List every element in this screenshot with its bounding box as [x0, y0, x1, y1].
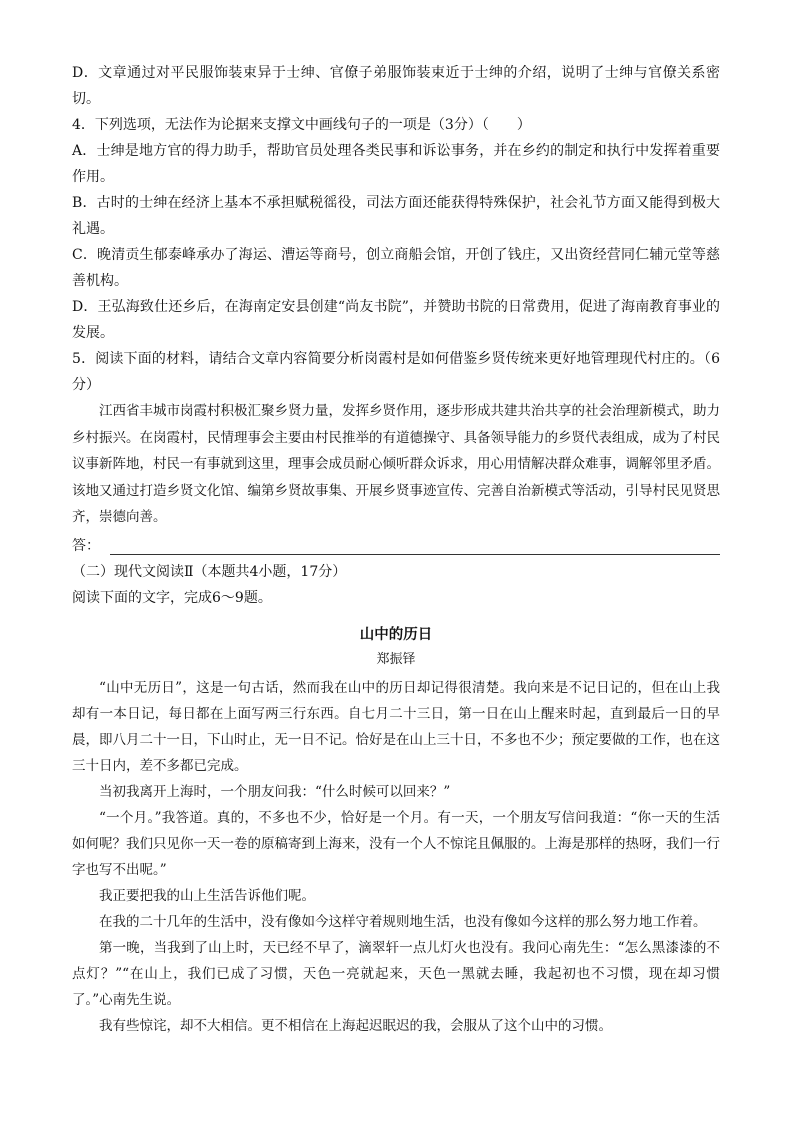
- answer-line[interactable]: [110, 538, 720, 555]
- story-paragraph: 在我的二十几年的生活中，没有像如今这样守着规则地生活，也没有像如今这样的那么努力地工作着。: [99, 913, 707, 930]
- story-paragraph: “山中无历日”，这是一句古话，然而我在山中的历日却记得很清楚。我向来是不记日记的，但在山上我却有一本日记，每日都在上面写两三行东西。自七月二十三日，第一日在山上醒来时起，直到最后一日的早晨，即八月二十一日，下山时止，无一日不记。恰好是在山上三十日，不多也不少；预定要做的工作，也在这三十日内，差不多都已完成。: [72, 679, 720, 774]
- story-paragraph: 当初我离开上海时，一个朋友问我：“什么时候可以回来？”: [99, 783, 451, 800]
- q4-option-c: C．晚清贡生郁泰峰承办了海运、漕运等商号，创立商船会馆，开创了钱庄，又出资经营同仁辅元堂等慈善机构。: [72, 247, 720, 289]
- story-author: 郑振铎: [376, 651, 416, 667]
- q4-option-d: D．王弘海致仕还乡后，在海南定安县创建“尚友书院”，并赞助书院的日常费用，促进了海南教育事业的发展。: [72, 299, 720, 341]
- q4-option-b: B．古时的士绅在经济上基本不承担赋税徭役，司法方面还能获得特殊保护，社会礼节方面又能得到极大礼遇。: [72, 195, 720, 237]
- answer-label: 答：: [72, 537, 100, 554]
- q3-option-d: D．文章通过对平民服饰装束异于士绅、官僚子弟服饰装束近于士绅的介绍，说明了士绅与官僚关系密切。: [72, 65, 720, 107]
- story-title: 山中的历日: [359, 626, 433, 643]
- q4-stem: 4．下列选项，无法作为论据来支撑文中画线句子的一项是（3分）（ ）: [72, 117, 531, 133]
- answer-row: [72, 531, 720, 555]
- exam-page: [72, 60, 720, 1039]
- q5-stem: 5．阅读下面的材料，请结合文章内容简要分析岗霞村是如何借鉴乡贤传统来更好地管理现代村庄的。（6分）: [72, 351, 720, 393]
- story-paragraph: 我正要把我的山上生活告诉他们呢。: [99, 887, 315, 904]
- q5-material-block: [72, 398, 720, 531]
- story-paragraph: “一个月。”我答道。真的，不多也不少，恰好是一个月。有一天，一个朋友写信问我道：“你一天的生活如何呢？我们只见你一天一卷的原稿寄到上海来，没有一个人不惊诧且佩服的。上海是那样的热呀，我们一行字也写不出呢。”: [72, 809, 720, 878]
- section-heading: （二）现代文阅读Ⅱ（本题共4小题，17分）: [72, 563, 347, 580]
- section-instruction: 阅读下面的文字，完成6～9题。: [72, 589, 272, 606]
- story-paragraph: 第一晚，当我到了山上时，天已经不早了，滴翠轩一点儿灯火也没有。我问心南先生：“怎么黑漆漆的不点灯？”“在山上，我们已成了习惯，天色一亮就起来，天色一黑就去睡，我起初也不习惯，现在却习惯了。”心南先生说。: [72, 939, 720, 1008]
- story-paragraph: 我有些惊诧，却不大相信。更不相信在上海起迟眠迟的我，会服从了这个山中的习惯。: [99, 1017, 612, 1034]
- q5-material: 江西省丰城市岗霞村积极汇聚乡贤力量，发挥乡贤作用，逐步形成共建共治共享的社会治理新模式，助力乡村振兴。在岗霞村，民情理事会主要由村民推举的有道德操守、具备领导能力的乡贤代表组成，成为了村民议事新阵地，村民一有事就到这里，理事会成员耐心倾听群众诉求，用心用情解决群众难事，调解邻里矛盾。该地又通过打造乡贤文化馆、编第乡贤故事集、开展乡贤事迹宣传、完善自治新模式等活动，引导村民见贤思齐，崇德向善。: [72, 403, 720, 525]
- q4-option-a: A．士绅是地方官的得力助手，帮助官员处理各类民事和诉讼事务，并在乡约的制定和执行中发挥着重要作用。: [72, 143, 720, 185]
